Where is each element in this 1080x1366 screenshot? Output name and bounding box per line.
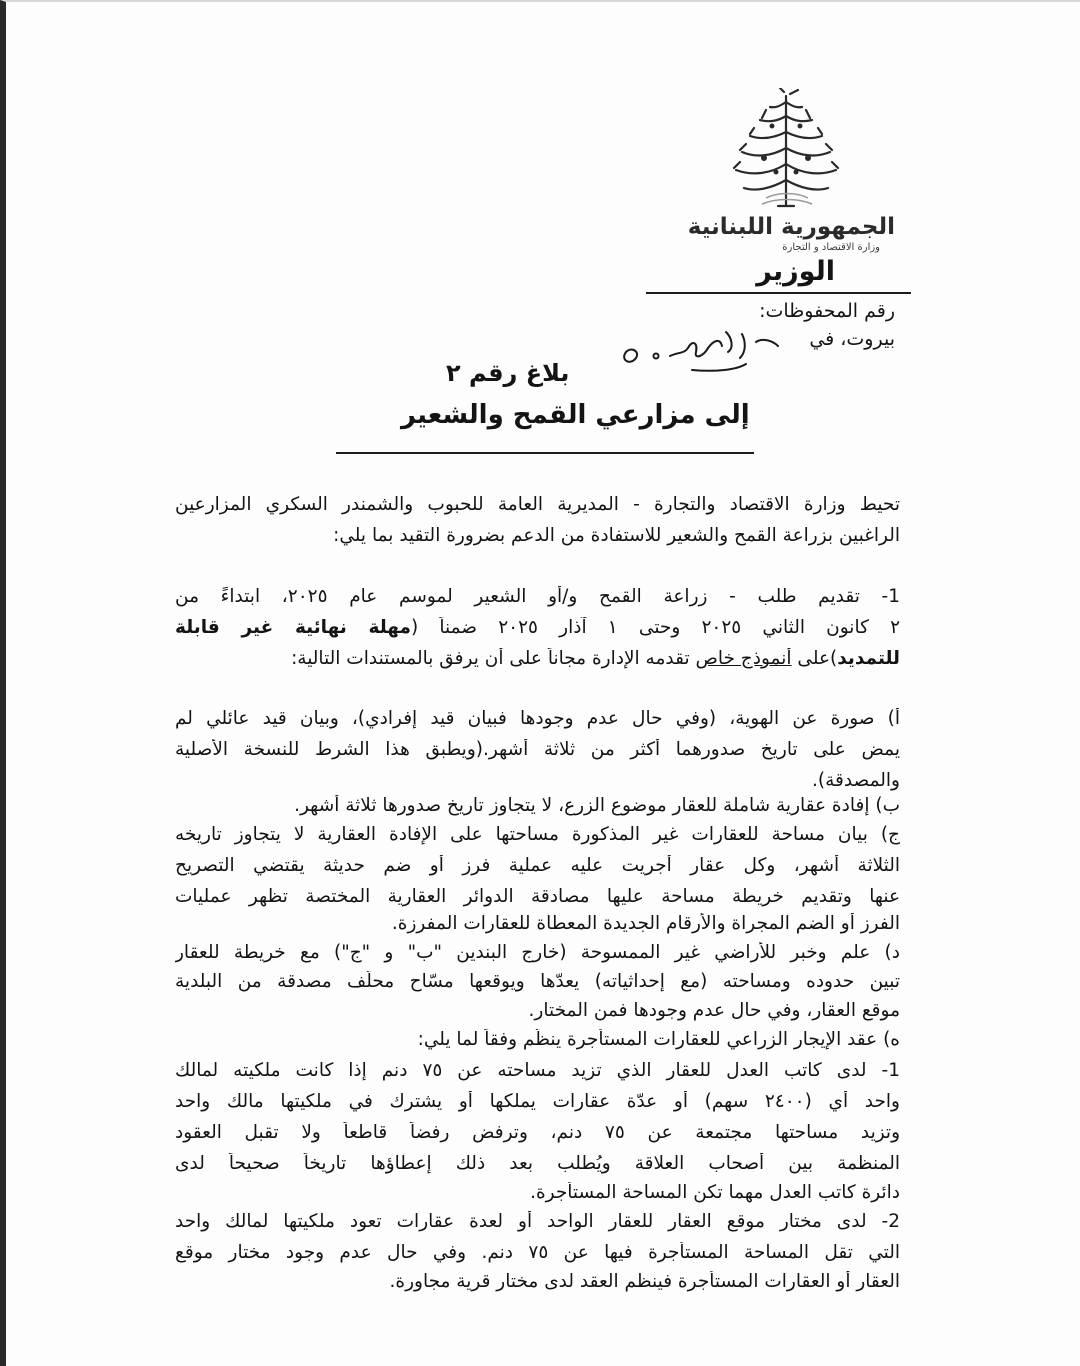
minister-title: الوزير [756, 256, 835, 287]
notice-addressee: إلى مزارعي القمح والشعير [401, 400, 750, 430]
doc-c-line-3: عنها وتقديم خريطة مساحة عليها مصادقة الدوائر العقارية المختصة تظهر عمليات [175, 886, 900, 907]
date-label: بيروت، في [809, 328, 895, 350]
doc-e-line-1: ه) عقد الإيجار الزراعي للعقارات المستأجرة ينظّم وفقاً لما يلي: [417, 1029, 900, 1050]
sub2-line-1: 2- لدى مختار موقع العقار للعقار الواحد أو لعدة عقارات تعود ملكيتها لمالك واحد [175, 1211, 900, 1232]
item1-deadline-note-end: للتمديد [837, 648, 900, 669]
doc-b-line-1: ب) إفادة عقارية شاملة للعقار موضوع الزرع، لا يتجاوز تاريخ صدورها ثلاثة أشهر. [294, 795, 900, 816]
special-form-text: أنموذج خاص [695, 648, 792, 669]
doc-d-line-3: موقع العقار، وفي حال عدم وجودها فمن المختار. [528, 1000, 900, 1021]
reference-label: رقم المحفوظات: [759, 300, 895, 322]
item1-line-1: 1- تقديم طلب - زراعة القمح و/أو الشعير لموسم عام ٢٠٢٥، ابتداءً من [175, 586, 900, 607]
ministry-name: وزارة الاقتصاد و التجارة [782, 242, 880, 253]
handwritten-date-signature [596, 312, 796, 382]
item1-deadline-note: مهلة نهائية غير قابلة [175, 617, 411, 638]
item1-line-3 [175, 648, 900, 669]
sub1-line-5: دائرة كاتب العدل مهما تكن المساحة المستأجرة. [530, 1182, 900, 1203]
sub1-line-4: المنظمة بين أصحاب العلاقة ويُطلب بعد ذلك إعطاؤها تاريخاً صحيحاً لدى [175, 1153, 900, 1174]
intro-line-2: الراغبين بزراعة القمح والشعير للاستفادة من الدعم بضرورة التقيد بما يلي: [333, 525, 900, 546]
sub1-line-1: 1- لدى كاتب العدل للعقار الذي تزيد مساحته عن ٧٥ دنم إذا كانت ملكيته لمالك [175, 1060, 900, 1081]
republic-name: الجمهورية اللبنانية [687, 214, 895, 240]
item1-line-2-text: ٢ كانون الثاني ٢٠٢٥ وحتى ١ آذار ٢٠٢٥ ضمناً ( [410, 617, 900, 638]
doc-a-line-2: يمضِ على تاريخ صدورهما أكثر من ثلاثة أشهر.(ويطبق هذا الشرط للنسخة الأصلية [175, 739, 900, 760]
sub1-line-3: وتزيد مساحتها مجتمعة عن ٧٥ دنم، وترفض رفضاً قاطعاً ولا تقبل العقود [175, 1122, 900, 1143]
doc-c-line-4: الفرز أو الضم المجراة والأرقام الجديدة المعطاة للعقارات المفرزة. [391, 913, 900, 934]
doc-c-line-2: الثلاثة أشهر، وكل عقار أجريت عليه عملية فرز أو ضم حديثة يقتضي التصريح [175, 855, 900, 876]
item1-line-2 [175, 617, 900, 638]
doc-d-line-1: د) علم وخبر للأراضي غير الممسوحة (خارج البندين "ب" و "ج") مع خريطة للعقار [175, 942, 900, 963]
sub2-line-2: التي تقل المساحة المستأجرة فيها عن ٧٥ دنم. وفي حال عدم وجود مختار موقع [175, 1242, 900, 1263]
notice-number: بلاغ رقم ٢ [446, 359, 570, 387]
intro-line-1: تحيط وزارة الاقتصاد والتجارة - المديرية العامة للحبوب والشمندر السكري المزارعين [175, 494, 900, 515]
item1-line-3-rest: تقدمه الإدارة مجاناً على أن يرفق بالمستندات التالية: [291, 648, 696, 669]
sub2-line-3: العقار أو العقارات المستأجرة فينظم العقد لدى مختار قرية مجاورة. [389, 1271, 900, 1292]
doc-a-line-3: والمصدقة). [811, 770, 900, 791]
cedar-emblem-icon [706, 88, 866, 218]
title-divider [336, 452, 754, 454]
doc-c-line-1: ج) بيان مساحة للعقارات غير المذكورة مساحتها على الإفادة العقارية لا يتجاوز تاريخه [175, 824, 900, 845]
sub1-line-2: واحد أي (٢٤٠٠ سهم) أو عدّة عقارات يملكها أو يشترك في ملكيتها مالك واحد [175, 1091, 900, 1112]
item1-line-3-part: )على [791, 648, 838, 669]
doc-d-line-2: تبين حدوده ومساحته (مع إحداثياته) يعدّها ويوقعها مسّاح محلّف مصدقة من البلدية [175, 971, 900, 992]
doc-a-line-1: أ) صورة عن الهوية، (وفي حال عدم وجودها فبيان قيد إفرادي)، وبيان قيد عائلي لم [175, 708, 900, 729]
header-divider [646, 292, 911, 294]
